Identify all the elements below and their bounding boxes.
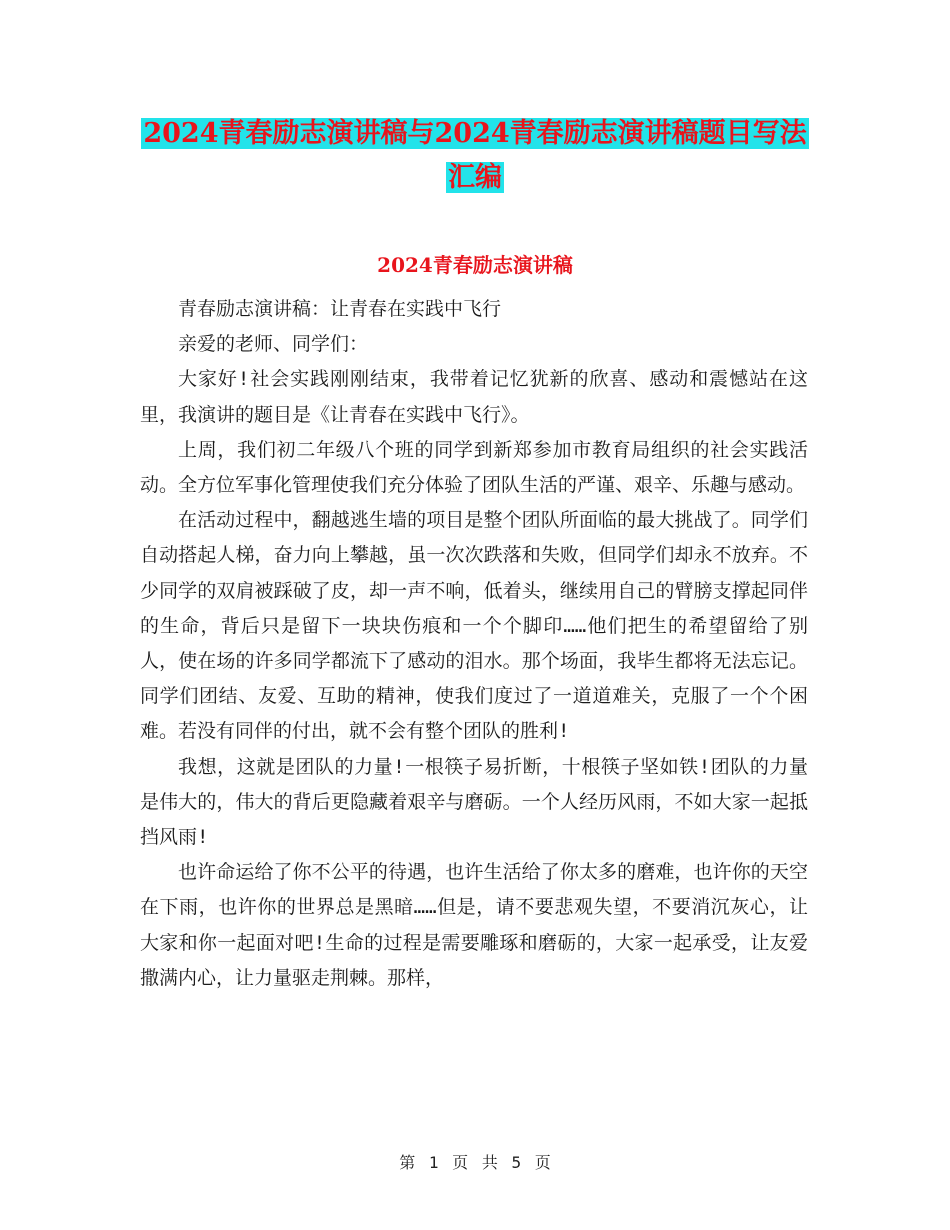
paragraph-subtitle: 青春励志演讲稿：让青春在实践中飞行 xyxy=(178,298,502,320)
document-title-line-1: 2024青春励志演讲稿与2024青春励志演讲稿题目写法 xyxy=(143,118,807,149)
document-title-line-2: 汇编 xyxy=(448,162,502,193)
paragraph: 上周，我们初二年级八个班的同学到新郑参加市教育局组织的社会实践活动。全方位军事化管理使我们充分体验了团队生活的严谨、艰辛、乐趣与感动。 xyxy=(140,438,808,497)
paragraph: 也许命运给了你不公平的待遇，也许生活给了你太多的磨难，也许你的天空在下雨，也许你的世界总是黑暗……但是，请不要悲观失望，不要消沉灰心，让大家和你一起面对吧!生命的过程是需要雕琢和磨砺的，大家一起承受，让友爱撒满内心，让力量驱走荆棘。那样， xyxy=(140,861,808,989)
document-title xyxy=(140,112,810,200)
document-body xyxy=(140,292,808,996)
page-footer: 第 1 页 共 5 页 xyxy=(399,1153,551,1172)
paragraph: 大家好!社会实践刚刚结束，我带着记忆犹新的欣喜、感动和震憾站在这里，我演讲的题目是《让青春在实践中飞行》。 xyxy=(140,368,808,426)
paragraph: 在活动过程中，翻越逃生墙的项目是整个团队所面临的最大挑战了。同学们自动搭起人梯，奋力向上攀越，虽一次次跌落和失败，但同学们却永不放弃。不少同学的双肩被踩破了皮，却一声不响，低着头，继续用自己的臂膀支撑起同伴的生命，背后只是留下一块块伤痕和一个个脚印……他们把生的希望留给了别人，使在场的许多同学都流下了感动的泪水。那个场面，我毕生都将无法忘记。同学们团结、友爱、互助的精神，使我们度过了一道道难关，克服了一个个困难。若没有同伴的付出，就不会有整个团队的胜利! xyxy=(140,509,808,743)
section-title: 2024青春励志演讲稿 xyxy=(377,253,573,277)
paragraph-salutation: 亲爱的老师、同学们： xyxy=(178,333,369,356)
paragraph: 我想，这就是团队的力量!一根筷子易折断，十根筷子坚如铁!团队的力量是伟大的，伟大的背后更隐藏着艰辛与磨砺。一个人经历风雨，不如大家一起抵挡风雨! xyxy=(140,755,808,849)
